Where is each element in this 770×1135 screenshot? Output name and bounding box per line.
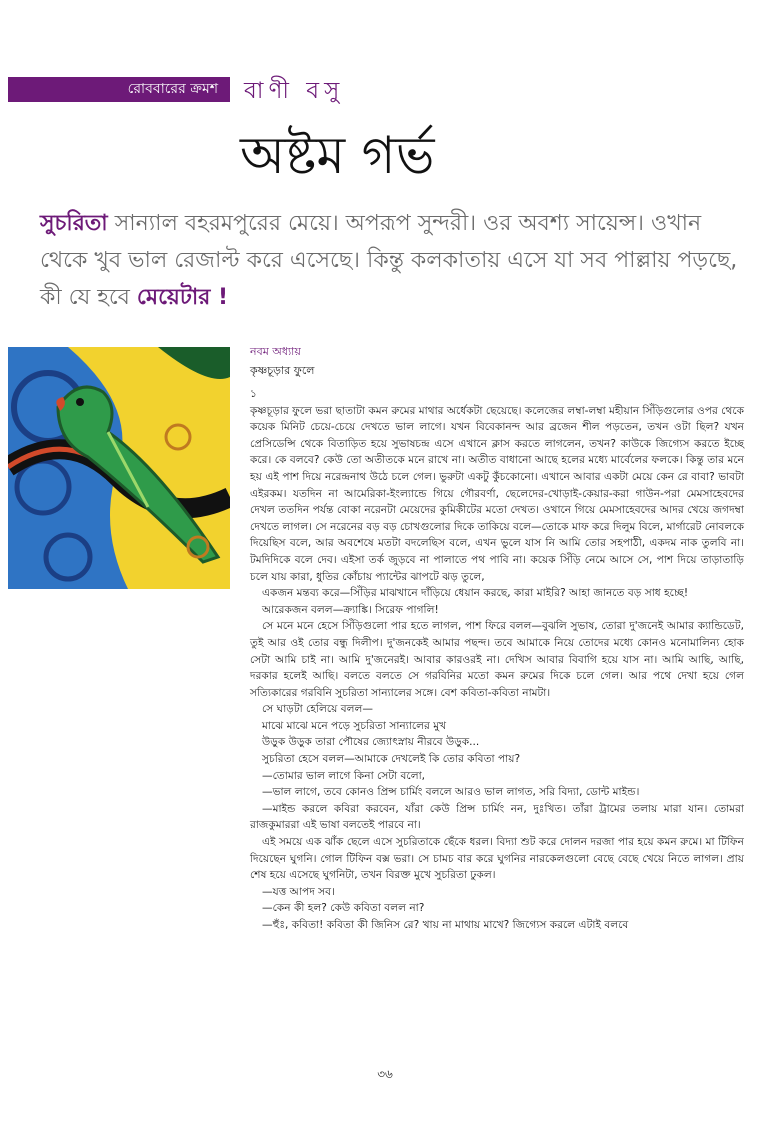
- story-body: [250, 386, 744, 934]
- intro-highlight-end: মেয়েটার !: [136, 285, 229, 310]
- dialogue-line: —হুঁঃ, কবিতা! কবিতা কী জিনিস রে? খায় না মাথায় মাখে? জিগ্যেস করলে এটাই বলবে: [262, 919, 629, 931]
- story-title: অষ্টম গর্ভ: [240, 126, 435, 186]
- dialogue-line: —কেন কী হল? কেউ কবিতা বলল না?: [262, 902, 425, 915]
- paragraph: একজন মন্তব্য করে—সিঁড়ির মাঝখানে দাঁড়িয়ে ধেয়ান করছে, কারা মাইরি? আহা জানতে বড় সাধ হচ্ছে!: [262, 587, 689, 600]
- poem-line: উড়ুক উড়ুক তারা পৌষের জ্যোৎস্নায় নীরবে উড়ুক...: [262, 736, 480, 749]
- chapter-number: নবম অধ্যায়: [250, 345, 301, 358]
- chapter-heading: [250, 342, 740, 380]
- paragraph: কৃষ্ণচূড়ার ফুলে ভরা ছাতাটা কমন রুমের মাথার অর্ধেকটা ছেয়েছে। কলেজের লম্বা-লম্বা মহীয়ান সিঁড়িগুলোর ওপর থেকে কয়েক মিনিট চেয়ে-চেয়ে দেখতে ভাল লাগে। যখন বিবেকানন্দ আর ব্রজেন শীল পড়তেন, তখন ওটা ছিল? যখন প্রেসিডেন্সি থেকে বিতাড়িত হয়ে সুভাষচন্দ্র এসে এখানে ক্লাস করতে লাগলেন, তখন? কাউকে জিগ্যেস করতে ইচ্ছে করে। কে বলবে? কেউ তো অতীতকে মনে রাখে না। অতীত বাধানো আছে হলের মধ্যে মার্বেলের ফলকে। কিন্তু তার মনে হয় এই পাশ দিয়ে নরেন্দ্রনাথ উঠে চলে গেল। ভুরুটা একটু কুঁচকোনো। এখানে আবার একটা মেয়ে কেন রে বাবা? ভাবটা এইরকম। যতদিন না আমেরিকা-ইংল্যান্ডে গিয়ে গৌরবর্ণা, ছেলেদের-খোড়াই-কেয়ার-করা গাউন-পরা মেমসাহেবদের দেখল ততদিন পর্যন্ত বোকা নরেনটা মেয়েদের কুমিকীটের মতো দেখত। ওখানে গিয়ে মেমসাহেবদের আদর খেয়ে জগদম্বা দেখতে লাগল। সে নরেনের বড় বড় চোখগুলোর দিকে তাকিয়ে বলে—তোকে মাফ করে দিলুম বিলে, মার্গারেট নোবলকে দিয়েছিস বলে, আর অবশেষে মতটা বদলেছিস বলে, এখন ভুলে যাস নি আমি তোর সহপাঠী, একদম নাক তুলবি না। টমদিদিকে বলে দেব। এইসা তর্ক জুড়বে না পালাতে পথ পাবি না। কয়েক সিঁড়ি নেমে আসে সে, পাশ দিয়ে তাড়াতাড়ি চলে যায় কারা, ধুতির কোঁচায় প্যান্টের ঝাপটে ঝড় তুলে,: [250, 404, 744, 583]
- paragraph: এই সময়ে এক ঝাঁক ছেলে এসে সুচরিতাকে ছেঁকে ধরল। বিদ্যা শুট করে দোলন দরজা পার হয়ে কমন রুমে। মা টিফিন দিয়েছেন ঘুগনি। গোল টিফিন বক্স ভরা। সে চামচ বার করে ঘুগনির নারকেলগুলো বেছে বেছে খেয়ে নিতে লাগল। প্রায় শেষ হয়ে এসেছে ঘুগনিটা, তখন বিরক্ত মুখে সুচরিতা ঢুকল।: [250, 836, 744, 882]
- chapter-name: কৃষ্ণচূড়ার ফুলে: [250, 364, 315, 377]
- section-label-bar: [8, 77, 230, 102]
- dialogue-line: —যত্ত আপদ সব।: [262, 885, 335, 898]
- paragraph: আরেকজন বলল—ক্র্যাঙ্কি। সিরেফ পাগলি!: [262, 603, 439, 616]
- paragraph: সে মনে মনে হেসে সিঁড়িগুলো পার হতে লাগল, পাশ ফিরে বলল—বুঝলি সুভাষ, তোরা দু'জনেই আমার ক্যান্ডিডেট, তুই আর ওই তোর বন্ধু দিলীপ। দু'জনকেই আমার পছন্দ। তবে আমাকে নিয়ে তোদের মধ্যে কোনও মনোমালিন্য হোক সেটা আমি চাই না। আমি দু'জনেরই। আবার কারওরই না। দেখিস আবার বিবাগি হয়ে যাস না। আমি আছি, আছি, দরকার হলেই আছি। বলতে বলতে সে গরবিনির মতো কমন রুমের দিকে চলে গেল। আর পথে দেখা হয়ে গেল সত্যিকারের গরবিনি সুচরিতা সান্যালের সঙ্গে। বেশ কবিতা-কবিতা নামটা।: [250, 620, 744, 699]
- paragraph: সে ঘাড়টা হেলিয়ে বলল—: [262, 703, 373, 716]
- intro-blurb: [40, 205, 750, 316]
- section-number: ১: [250, 388, 257, 400]
- section-label: রোববারের ক্রমশ: [127, 81, 218, 97]
- author-name: বাণী বসু: [244, 78, 345, 104]
- paragraph: সুচরিতা হেসে বলল—আমাকে দেখলেই কি তোর কবিতা পায়?: [262, 753, 521, 766]
- poem-line: মাঝে মাঝে মনে পড়ে সুচরিতা সান্যালের মুখ: [262, 719, 447, 732]
- dialogue-line: —তোমার ভাল লাগে কিনা সেটা বলো,: [262, 769, 426, 782]
- intro-highlight-name: সুচরিতা: [40, 211, 108, 236]
- intro-text: সান্যাল বহরমপুরের মেয়ে। অপরূপ সুন্দরী। ওর অবশ্য সায়েন্স। ওখান থেকে খুব ভাল রেজাল্ট করে এসেছে। কিন্তু কলকাতায় এসে যা সব পাল্লায় পড়ছে, কী যে হবে: [40, 211, 738, 310]
- page-number: ৩৬: [377, 1067, 393, 1081]
- dialogue-line: —ভাল লাগে, তবে কোনও প্রিন্স চার্মিং বললে আরও ভাল লাগত, সরি বিদ্যা, ডোন্ট মাইন্ড।: [262, 786, 640, 799]
- illustration-parrot: [8, 347, 230, 589]
- dialogue-line: —মাইন্ড করলে কবিরা করবেন, যাঁরা কেউ প্রিন্স চার্মিং নন, দুঃখিত। তাঁরা ট্রামের তলায় মারা যান। তোমরা রাজকুমাররা এই ভাষা বলতেই পারবে না।: [250, 802, 744, 832]
